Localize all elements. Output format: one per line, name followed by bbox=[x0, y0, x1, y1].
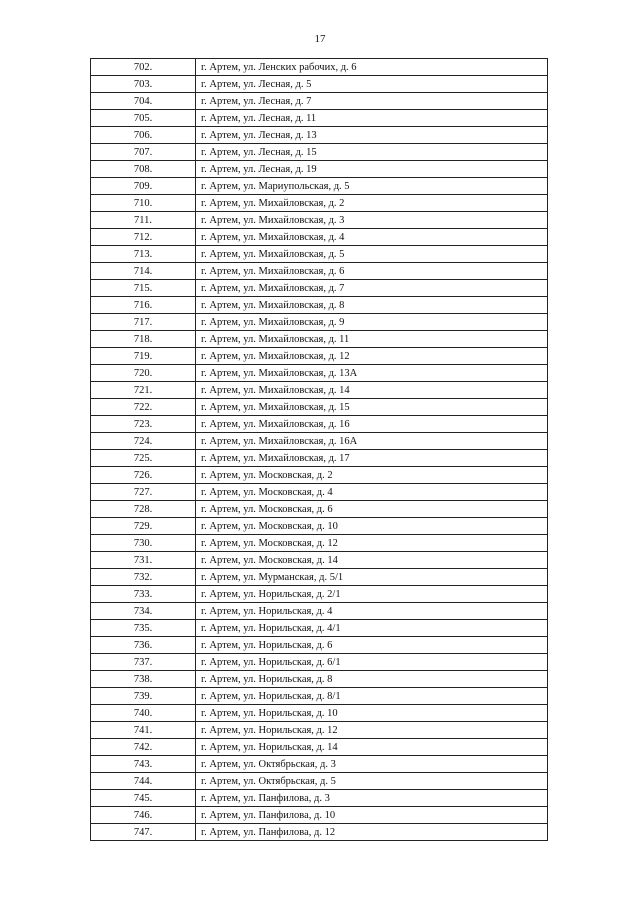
table-row bbox=[91, 433, 548, 450]
table-row bbox=[91, 76, 548, 93]
address-cell: г. Артем, ул. Мурманская, д. 5/1 bbox=[196, 569, 548, 586]
address-cell: г. Артем, ул. Норильская, д. 6 bbox=[196, 637, 548, 654]
row-number-cell: 703. bbox=[91, 76, 196, 93]
address-cell: г. Артем, ул. Михайловская, д. 12 bbox=[196, 348, 548, 365]
address-cell: г. Артем, ул. Михайловская, д. 13А bbox=[196, 365, 548, 382]
row-number-cell: 710. bbox=[91, 195, 196, 212]
row-number-cell: 731. bbox=[91, 552, 196, 569]
table-row bbox=[91, 178, 548, 195]
address-cell: г. Артем, ул. Михайловская, д. 2 bbox=[196, 195, 548, 212]
table-row bbox=[91, 739, 548, 756]
table-row bbox=[91, 756, 548, 773]
row-number-cell: 732. bbox=[91, 569, 196, 586]
row-number-cell: 727. bbox=[91, 484, 196, 501]
table-row bbox=[91, 518, 548, 535]
row-number-cell: 728. bbox=[91, 501, 196, 518]
address-cell: г. Артем, ул. Октябрьская, д. 5 bbox=[196, 773, 548, 790]
address-cell: г. Артем, ул. Лесная, д. 11 bbox=[196, 110, 548, 127]
row-number-cell: 705. bbox=[91, 110, 196, 127]
row-number-cell: 716. bbox=[91, 297, 196, 314]
table-row bbox=[91, 484, 548, 501]
row-number-cell: 743. bbox=[91, 756, 196, 773]
address-cell: г. Артем, ул. Московская, д. 12 bbox=[196, 535, 548, 552]
page-number: 17 bbox=[314, 33, 326, 45]
table-row bbox=[91, 229, 548, 246]
address-cell: г. Артем, ул. Михайловская, д. 5 bbox=[196, 246, 548, 263]
address-cell: г. Артем, ул. Михайловская, д. 9 bbox=[196, 314, 548, 331]
address-cell: г. Артем, ул. Михайловская, д. 11 bbox=[196, 331, 548, 348]
address-cell: г. Артем, ул. Михайловская, д. 7 bbox=[196, 280, 548, 297]
address-cell: г. Артем, ул. Панфилова, д. 3 bbox=[196, 790, 548, 807]
table-row bbox=[91, 722, 548, 739]
address-cell: г. Артем, ул. Норильская, д. 6/1 bbox=[196, 654, 548, 671]
table-row bbox=[91, 212, 548, 229]
address-cell: г. Артем, ул. Норильская, д. 2/1 bbox=[196, 586, 548, 603]
table-row bbox=[91, 501, 548, 518]
address-cell: г. Артем, ул. Михайловская, д. 6 bbox=[196, 263, 548, 280]
row-number-cell: 742. bbox=[91, 739, 196, 756]
address-cell: г. Артем, ул. Михайловская, д. 16А bbox=[196, 433, 548, 450]
table-row bbox=[91, 144, 548, 161]
row-number-cell: 735. bbox=[91, 620, 196, 637]
address-cell: г. Артем, ул. Панфилова, д. 12 bbox=[196, 824, 548, 841]
address-cell: г. Артем, ул. Московская, д. 10 bbox=[196, 518, 548, 535]
table-row bbox=[91, 790, 548, 807]
table-row bbox=[91, 331, 548, 348]
address-cell: г. Артем, ул. Норильская, д. 8/1 bbox=[196, 688, 548, 705]
table-row bbox=[91, 348, 548, 365]
row-number-cell: 744. bbox=[91, 773, 196, 790]
address-cell: г. Артем, ул. Михайловская, д. 8 bbox=[196, 297, 548, 314]
table-row bbox=[91, 416, 548, 433]
table-row bbox=[91, 161, 548, 178]
address-cell: г. Артем, ул. Норильская, д. 8 bbox=[196, 671, 548, 688]
row-number-cell: 720. bbox=[91, 365, 196, 382]
address-cell: г. Артем, ул. Норильская, д. 10 bbox=[196, 705, 548, 722]
row-number-cell: 718. bbox=[91, 331, 196, 348]
table-row bbox=[91, 195, 548, 212]
row-number-cell: 726. bbox=[91, 467, 196, 484]
row-number-cell: 737. bbox=[91, 654, 196, 671]
address-cell: г. Артем, ул. Михайловская, д. 14 bbox=[196, 382, 548, 399]
table-row bbox=[91, 637, 548, 654]
table-row bbox=[91, 773, 548, 790]
address-cell: г. Артем, ул. Лесная, д. 13 bbox=[196, 127, 548, 144]
table-row bbox=[91, 399, 548, 416]
table-row bbox=[91, 535, 548, 552]
row-number-cell: 721. bbox=[91, 382, 196, 399]
address-cell: г. Артем, ул. Михайловская, д. 4 bbox=[196, 229, 548, 246]
table-row bbox=[91, 467, 548, 484]
row-number-cell: 736. bbox=[91, 637, 196, 654]
row-number-cell: 708. bbox=[91, 161, 196, 178]
row-number-cell: 739. bbox=[91, 688, 196, 705]
table-row bbox=[91, 365, 548, 382]
address-cell: г. Артем, ул. Михайловская, д. 3 bbox=[196, 212, 548, 229]
row-number-cell: 712. bbox=[91, 229, 196, 246]
table-row bbox=[91, 620, 548, 637]
row-number-cell: 725. bbox=[91, 450, 196, 467]
row-number-cell: 723. bbox=[91, 416, 196, 433]
table-row bbox=[91, 688, 548, 705]
row-number-cell: 719. bbox=[91, 348, 196, 365]
address-cell: г. Артем, ул. Панфилова, д. 10 bbox=[196, 807, 548, 824]
address-table-body bbox=[91, 59, 548, 841]
address-cell: г. Артем, ул. Норильская, д. 14 bbox=[196, 739, 548, 756]
address-cell: г. Артем, ул. Московская, д. 2 bbox=[196, 467, 548, 484]
address-cell: г. Артем, ул. Лесная, д. 15 bbox=[196, 144, 548, 161]
table-row bbox=[91, 671, 548, 688]
address-cell: г. Артем, ул. Норильская, д. 4 bbox=[196, 603, 548, 620]
row-number-cell: 711. bbox=[91, 212, 196, 229]
table-row bbox=[91, 280, 548, 297]
address-cell: г. Артем, ул. Лесная, д. 5 bbox=[196, 76, 548, 93]
row-number-cell: 738. bbox=[91, 671, 196, 688]
row-number-cell: 747. bbox=[91, 824, 196, 841]
row-number-cell: 733. bbox=[91, 586, 196, 603]
row-number-cell: 709. bbox=[91, 178, 196, 195]
row-number-cell: 741. bbox=[91, 722, 196, 739]
table-row bbox=[91, 705, 548, 722]
address-cell: г. Артем, ул. Московская, д. 6 bbox=[196, 501, 548, 518]
table-row bbox=[91, 552, 548, 569]
address-cell: г. Артем, ул. Норильская, д. 12 bbox=[196, 722, 548, 739]
row-number-cell: 729. bbox=[91, 518, 196, 535]
row-number-cell: 724. bbox=[91, 433, 196, 450]
row-number-cell: 715. bbox=[91, 280, 196, 297]
row-number-cell: 740. bbox=[91, 705, 196, 722]
row-number-cell: 730. bbox=[91, 535, 196, 552]
row-number-cell: 722. bbox=[91, 399, 196, 416]
row-number-cell: 706. bbox=[91, 127, 196, 144]
table-row bbox=[91, 586, 548, 603]
table-row bbox=[91, 824, 548, 841]
row-number-cell: 746. bbox=[91, 807, 196, 824]
address-cell: г. Артем, ул. Лесная, д. 19 bbox=[196, 161, 548, 178]
row-number-cell: 707. bbox=[91, 144, 196, 161]
address-cell: г. Артем, ул. Московская, д. 4 bbox=[196, 484, 548, 501]
table-row bbox=[91, 246, 548, 263]
row-number-cell: 745. bbox=[91, 790, 196, 807]
table-row bbox=[91, 654, 548, 671]
row-number-cell: 717. bbox=[91, 314, 196, 331]
address-cell: г. Артем, ул. Мариупольская, д. 5 bbox=[196, 178, 548, 195]
table-row bbox=[91, 127, 548, 144]
table-row bbox=[91, 93, 548, 110]
address-cell: г. Артем, ул. Ленских рабочих, д. 6 bbox=[196, 59, 548, 76]
table-row bbox=[91, 382, 548, 399]
table-row bbox=[91, 314, 548, 331]
row-number-cell: 713. bbox=[91, 246, 196, 263]
address-table bbox=[90, 58, 548, 841]
table-row bbox=[91, 263, 548, 280]
table-row bbox=[91, 603, 548, 620]
row-number-cell: 702. bbox=[91, 59, 196, 76]
row-number-cell: 704. bbox=[91, 93, 196, 110]
row-number-cell: 734. bbox=[91, 603, 196, 620]
address-cell: г. Артем, ул. Михайловская, д. 17 bbox=[196, 450, 548, 467]
row-number-cell: 714. bbox=[91, 263, 196, 280]
table-row bbox=[91, 297, 548, 314]
address-cell: г. Артем, ул. Михайловская, д. 15 bbox=[196, 399, 548, 416]
address-cell: г. Артем, ул. Норильская, д. 4/1 bbox=[196, 620, 548, 637]
table-row bbox=[91, 450, 548, 467]
address-cell: г. Артем, ул. Московская, д. 14 bbox=[196, 552, 548, 569]
address-cell: г. Артем, ул. Октябрьская, д. 3 bbox=[196, 756, 548, 773]
table-row bbox=[91, 807, 548, 824]
table-row bbox=[91, 59, 548, 76]
table-row bbox=[91, 569, 548, 586]
address-cell: г. Артем, ул. Лесная, д. 7 bbox=[196, 93, 548, 110]
table-row bbox=[91, 110, 548, 127]
address-cell: г. Артем, ул. Михайловская, д. 16 bbox=[196, 416, 548, 433]
